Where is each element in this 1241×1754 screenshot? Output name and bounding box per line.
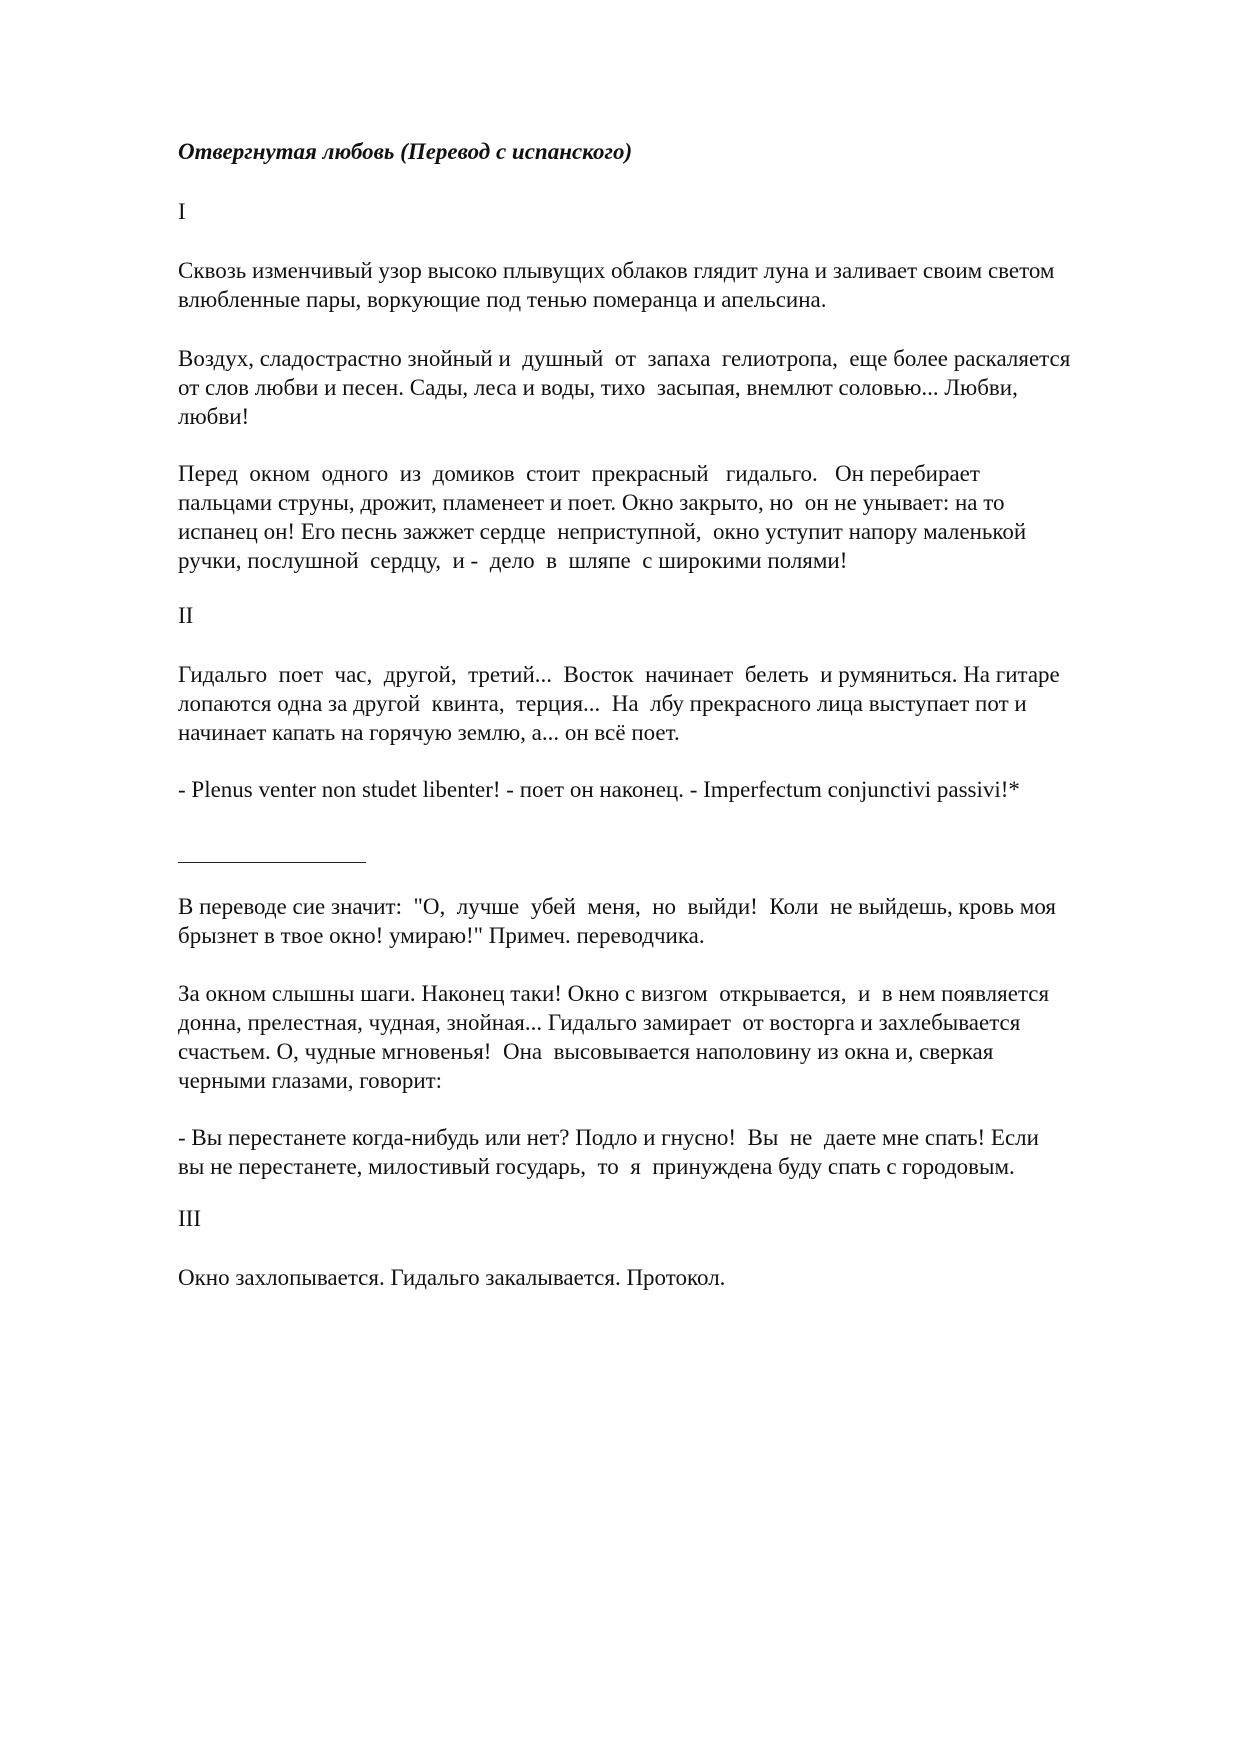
text-line: от слов любви и песен. Сады, леса и воды, тихо засыпая, внемлют соловью... Любви,	[178, 375, 1018, 400]
paragraph-ending	[178, 1263, 1158, 1292]
document-title: Отвергнутая любовь (Перевод с испанского)	[178, 139, 633, 164]
text-line: Гидальго поет час, другой, третий... Восток начинает белеть и румяниться. На гитаре	[178, 662, 1060, 687]
text-line: - Plenus venter non studet libenter! - поет он наконец. - Imperfectum conjunctivi passivi!*	[178, 777, 1020, 802]
paragraph-singing	[178, 660, 1158, 747]
paragraph-moonlight	[178, 256, 1158, 314]
text-line: влюбленные пары, воркующие под тенью померанца и апельсина.	[178, 287, 827, 312]
section-heading-3: III	[178, 1206, 201, 1231]
text-line: счастьем. О, чудные мгновенья! Она высовывается наполовину из окна и, сверкая	[178, 1039, 994, 1064]
footnote-divider	[178, 862, 366, 863]
text-line: Воздух, сладострастно знойный и душный от запаха гелиотропа, еще более раскаляется	[178, 346, 1071, 371]
text-line: черными глазами, говорит:	[178, 1068, 443, 1093]
text-line: донна, прелестная, чудная, знойная... Гидальго замирает от восторга и захлебывается	[178, 1010, 1021, 1035]
text-line: Сквозь изменчивый узор высоко плывущих облаков глядит луна и заливает своим светом	[178, 258, 1055, 283]
text-line: испанец он! Его песнь зажжет сердце неприступной, окно уступит напору маленькой	[178, 519, 1027, 544]
text-line: брызнет в твое окно! умираю!" Примеч. переводчика.	[178, 923, 705, 948]
text-line: ручки, послушной сердцу, и - дело в шляпе с широкими полями!	[178, 548, 848, 573]
paragraph-latin	[178, 775, 1158, 804]
text-line: лопаются одна за другой квинта, терция... На лбу прекрасного лица выступает пот и	[178, 691, 1027, 716]
paragraph-hidalgo	[178, 459, 1158, 575]
paragraph-footnote	[178, 892, 1158, 950]
text-line: Перед окном одного из домиков стоит прекрасный гидальго. Он перебирает	[178, 461, 980, 486]
paragraph-window-opens	[178, 979, 1158, 1095]
text-line: вы не перестанете, милостивый государь, то я принуждена буду спать с городовым.	[178, 1154, 1015, 1179]
paragraph-donna-speech	[178, 1123, 1158, 1181]
paragraph-air	[178, 344, 1158, 431]
text-line: За окном слышны шаги. Наконец таки! Окно с визгом открывается, и в нем появляется	[178, 981, 1050, 1006]
text-line: начинает капать на горячую землю, а... он всё поет.	[178, 720, 680, 745]
text-line: Окно захлопывается. Гидальго закалывается. Протокол.	[178, 1265, 726, 1290]
section-heading-2: II	[178, 603, 194, 628]
text-line: - Вы перестанете когда-нибудь или нет? Подло и гнусно! Вы не даете мне спать! Если	[178, 1125, 1039, 1150]
text-line: пальцами струны, дрожит, пламенеет и поет. Окно закрыто, но он не унывает: на то	[178, 490, 1005, 515]
text-line: любви!	[178, 404, 250, 429]
text-line: В переводе сие значит: "О, лучше убей меня, но выйди! Коли не выйдешь, кровь моя	[178, 894, 1056, 919]
section-heading-1: I	[178, 199, 186, 224]
